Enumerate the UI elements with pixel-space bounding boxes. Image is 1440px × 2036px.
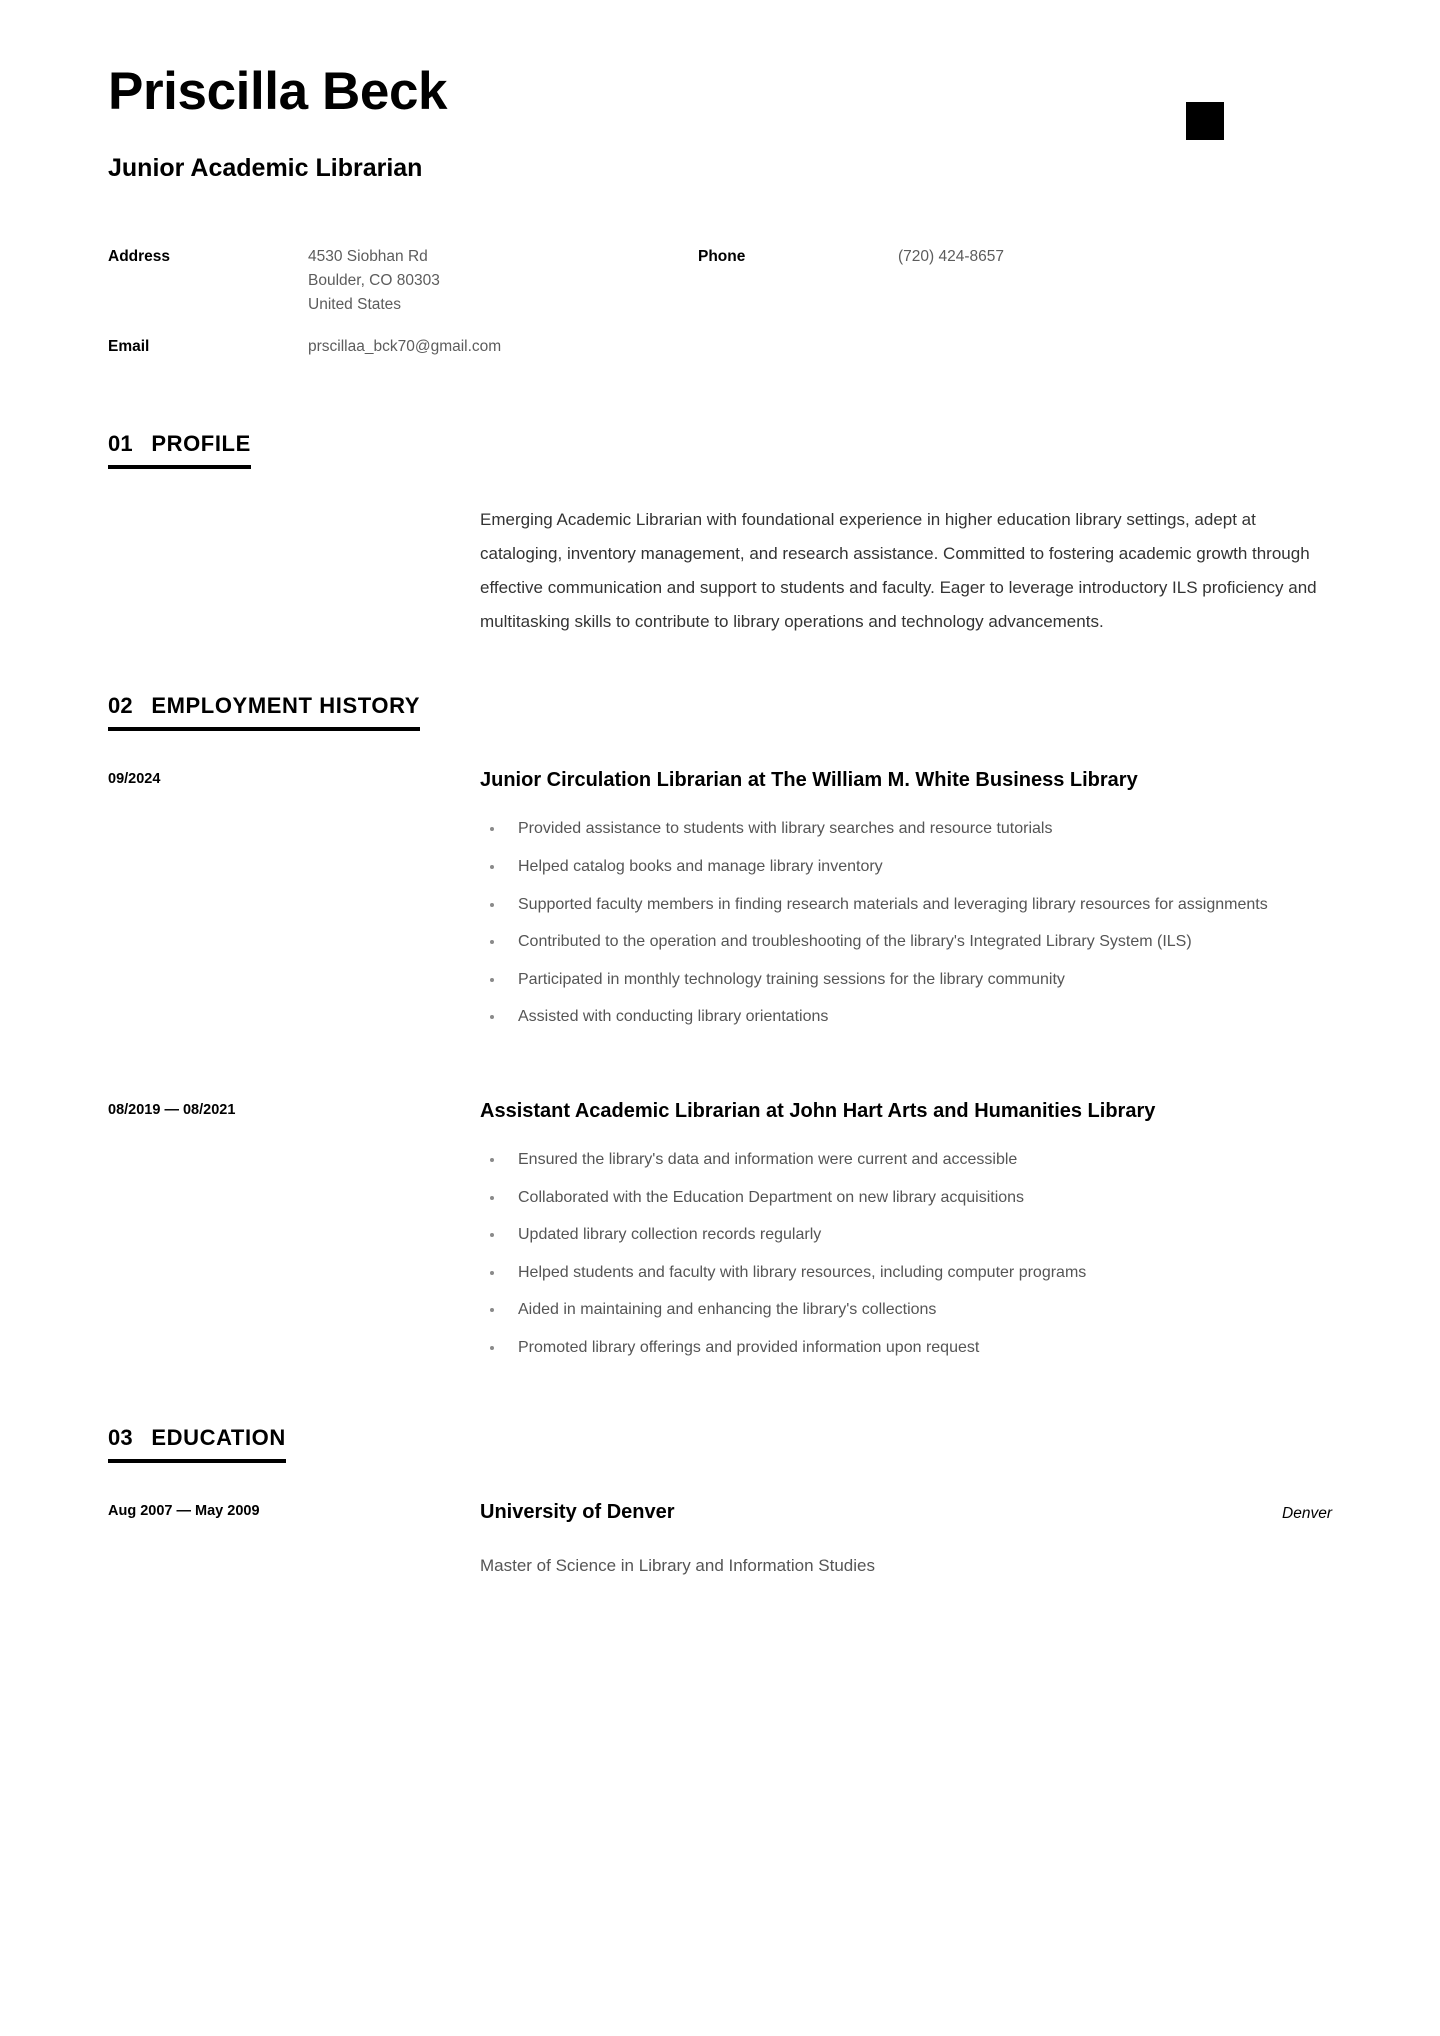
employment-job-title: Assistant Academic Librarian at John Hart Arts and Humanities Library (480, 1099, 1156, 1122)
education-entry (108, 1497, 1332, 1582)
entry-spacer (108, 1040, 1332, 1062)
list-item: Supported faculty members in finding research materials and leveraging library resources for assignments (480, 890, 1332, 920)
section-title: EMPLOYMENT HISTORY (151, 693, 421, 719)
education-institution: University of Denver (480, 1500, 675, 1523)
contact-row-email (108, 335, 698, 359)
list-item: Promoted library offerings and provided information upon request (480, 1333, 1332, 1363)
address-line-1: 4530 Siobhan Rd (308, 248, 428, 266)
education-headline (480, 1497, 1332, 1528)
address-line-3: United States (308, 296, 402, 314)
list-item: Aided in maintaining and enhancing the library's collections (480, 1295, 1332, 1325)
section-heading-profile (108, 431, 251, 469)
address-line-2: Boulder, CO 80303 (308, 272, 440, 290)
education-date: Aug 2007 — May 2009 (108, 1502, 260, 1519)
email-value[interactable] (308, 335, 501, 359)
profile-spacer (108, 503, 480, 639)
education-location: Denver (1282, 1504, 1332, 1522)
employment-date: 08/2019 — 08/2021 (108, 1101, 236, 1118)
contact-row-address (108, 245, 698, 317)
section-heading-education (108, 1425, 286, 1463)
address-value (308, 245, 440, 317)
candidate-name: Priscilla Beck (108, 62, 448, 121)
phone-number[interactable]: (720) 424-8657 (898, 248, 1004, 266)
education-body (480, 1497, 1332, 1582)
contact-row-phone (698, 245, 1298, 269)
section-number: 03 (108, 1424, 133, 1450)
employment-entry (108, 765, 1332, 1040)
employment-job-title: Junior Circulation Librarian at The William M. White Business Library (480, 769, 1138, 792)
photo-placeholder-icon (1186, 102, 1224, 140)
contact-column-right (698, 245, 1298, 377)
section-title: PROFILE (151, 431, 251, 457)
profile-text: Emerging Academic Librarian with foundational experience in higher education library settings, adept at cataloging, inventory management, and research assistance. Committed to fostering academic growth through effective communication and support to students and faculty. Eager to leverage introductory ILS proficiency and multitasking skills to contribute to library operations and technology advancements. (480, 510, 1317, 632)
profile-body (480, 503, 1332, 639)
phone-label: Phone (698, 248, 746, 266)
section-profile (108, 431, 1332, 639)
resume-header (108, 0, 1332, 183)
list-item: Contributed to the operation and troubleshooting of the library's Integrated Library System (ILS) (480, 927, 1332, 957)
list-item: Helped students and faculty with library resources, including computer programs (480, 1258, 1332, 1288)
contact-details (108, 245, 1332, 377)
employment-date: 09/2024 (108, 771, 161, 788)
education-degree: Master of Science in Library and Information Studies (480, 1555, 875, 1575)
list-item: Helped catalog books and manage library inventory (480, 852, 1332, 882)
employment-body (480, 1096, 1332, 1371)
contact-column-left (108, 245, 698, 377)
list-item: Updated library collection records regularly (480, 1220, 1332, 1250)
employment-responsibilities-list (480, 1145, 1332, 1363)
section-number: 02 (108, 693, 133, 719)
section-number: 01 (108, 431, 133, 457)
candidate-job-title: Junior Academic Librarian (108, 154, 423, 183)
email-address[interactable]: prscillaa_bck70@gmail.com (308, 338, 502, 356)
section-education (108, 1425, 1332, 1582)
list-item: Participated in monthly technology training sessions for the library community (480, 965, 1332, 995)
employment-body (480, 765, 1332, 1040)
section-title: EDUCATION (151, 1424, 286, 1450)
list-item: Ensured the library's data and information were current and accessible (480, 1145, 1332, 1175)
employment-entry (108, 1096, 1332, 1371)
list-item: Assisted with conducting library orientations (480, 1002, 1332, 1032)
address-label: Address (108, 248, 171, 266)
employment-responsibilities-list (480, 814, 1332, 1032)
email-label: Email (108, 338, 150, 356)
list-item: Collaborated with the Education Department on new library acquisitions (480, 1183, 1332, 1213)
section-heading-employment (108, 693, 420, 731)
phone-value[interactable] (898, 245, 1004, 269)
list-item: Provided assistance to students with library searches and resource tutorials (480, 814, 1332, 844)
profile-entry (108, 503, 1332, 639)
section-employment-history (108, 693, 1332, 1370)
